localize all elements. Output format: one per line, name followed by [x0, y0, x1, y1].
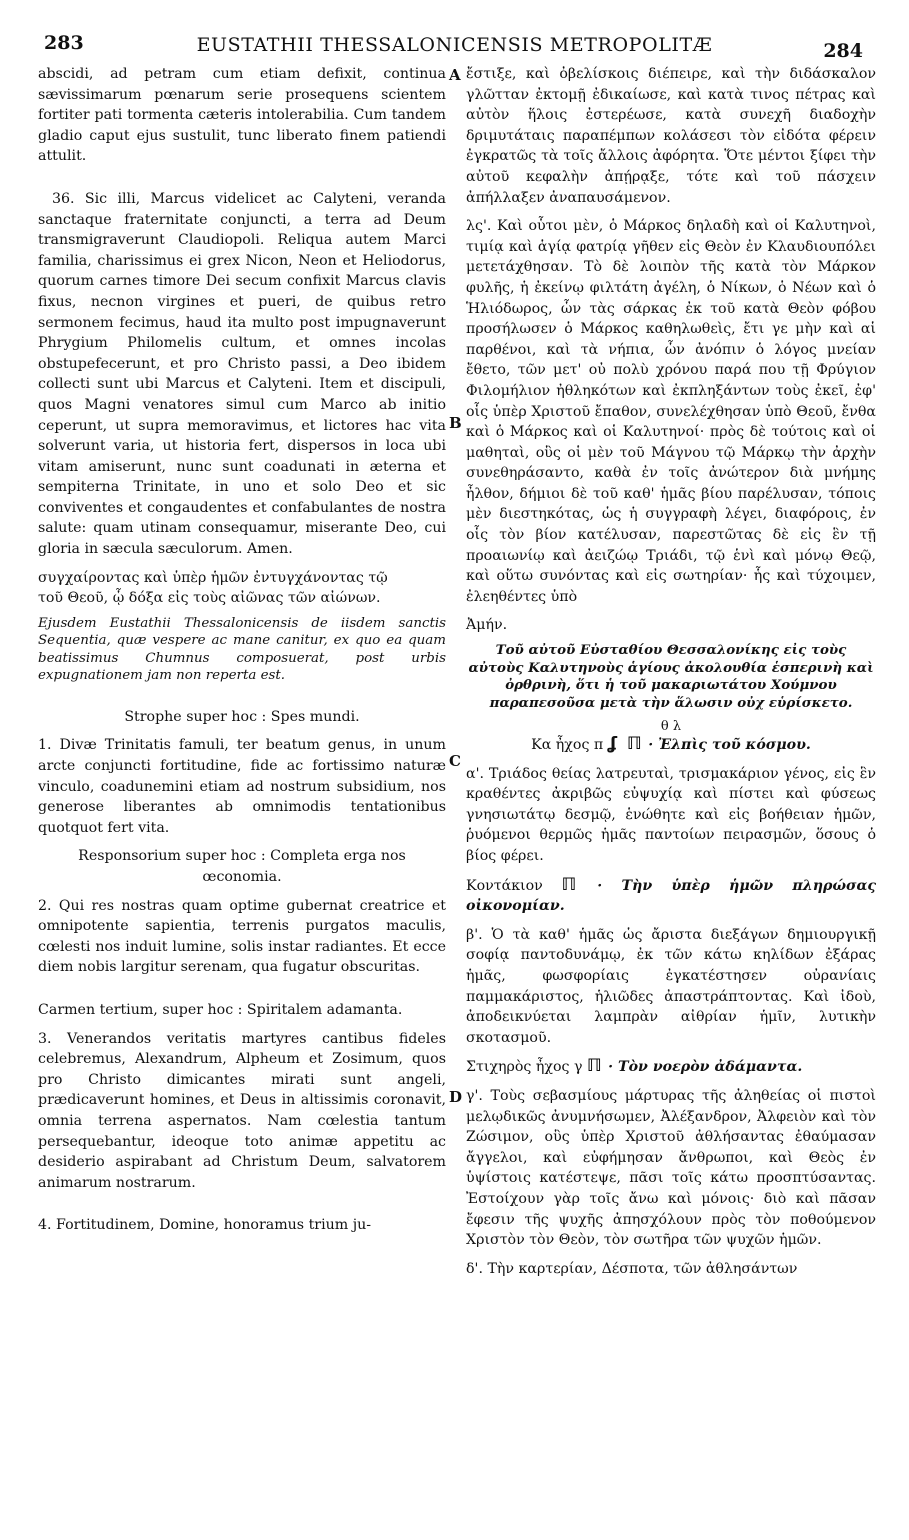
greek-kontakion-line	[466, 875, 876, 917]
latin-greek-tail-2: τοῦ Θεοῦ, ᾧ δόξα εἰς τοὺς αἰῶνας τῶν αἰώνων.	[38, 590, 381, 607]
page-number-right: 284	[823, 40, 863, 62]
greek-strophe-3: γ'. Τοὺς σεβασμίους μάρτυρας τῆς ἀληθείας οἱ πιστοὶ μελῳδικῶς ἀνυμνήσωμεν, Ἀλέξανδρον, Ἀλφειὸν καὶ τὸν Ζώσιμον, οὓς ὑπὲρ Χριστοῦ ἀθλήσαντας ἐθαύμασαν ἄγγελοι, καὶ εὐφήμησαν ἄνθρωποι, καὶ Θεὸς ἐν ὑψίστοις κατέστεψε, πᾶσι τοῖς κάτω προσπτύσαντας. Ἐστοίχουν γὰρ τοῖς ἄνω καὶ μόνοις· διὸ καὶ πᾶσαν ἔφεσιν τῆς ψυχῆς ἀπησχόλουν πρὸς τὸν ποθούμενον Χριστὸν τὸν Θεὸν, τὸν σωτῆρα τῶν ψυχῶν ἡμῶν.	[466, 1087, 876, 1249]
greek-column	[466, 64, 876, 1287]
latin-strophe-3: 3. Venerandos veritatis martyres cantibus fideles celebremus, Alexandrum, Alpheum et Zosimum, quos pro Christo dimicantes mirati sunt angeli, prædicaverunt homines, et Deus in altissimis coronavit, omnia terrena aspernatos. Nam cœlestia tantum persequebantur, ideoque toto animæ appetitu ac desiderio aspirabant ad Christum Deum, salvatorem animarum nostrarum.	[38, 1030, 446, 1191]
latin-paragraph-36: 36. Sic illi, Marcus videlicet ac Calyteni, veranda sanctaque fraternitate conjuncti, a terra ad Deum transmigraverunt Claudiopoli. Reliqua autem Marci familia, charissimus ei grex Nicon, Neon et Heliodorus, quorum carnes timore Dei secum confixit Marcus clavis fixus, necnon virgines et pueri, de quibus retro sermonem fecimus, haud ita multo post impugnaverunt Phrygium Philomelis cultum, et omnes incolas obstupefecerunt, et pro Christo passi, a Deo ibidem collecti sunt ubi Marcus et Calyteni. Item et discipuli, quos Magni venatores simul cum Marco ab initio ceperunt, ut supra memoravimus, et lictores hac vita solverunt varia, ut historia fert, dispersos in loca ubi vitam amiserunt, nunc sunt coadunati in æterna et sempiterna Trinitate, in uno et solo Deo et sic conviventes et congaudentes et confabulantes de nostra salute: quam utinam consequamur, miserante Deo, cui gloria in sæcula sæculorum. Amen.	[38, 190, 446, 558]
greek-amen: Ἀμήν.	[466, 617, 508, 634]
latin-carmen-heading: Carmen tertium, super hoc : Spiritalem adamanta.	[38, 1001, 403, 1018]
latin-sequence-title: Ejusdem Eustathii Thessalonicensis de iisdem sanctis Sequentia, quæ vespere ac mane canitur, ex quo ea quam beatissimus Chumnus composuerat, post urbis expugnationem jam non reperta est.	[38, 615, 446, 684]
musical-neume-icon: ʆ ℿ	[607, 734, 644, 755]
kontakion-label: Κοντάκιον	[466, 877, 543, 894]
greek-paragraph-1: ἔστιξε, καὶ ὀβελίσκοις διέπειρε, καὶ τὴν διδάσκαλον γλῶτταν ἐκτομῇ ἐδικαίωσε, καὶ κατὰ τινος πέτρας καὶ αὐτὸν ἥλοις ἐστερέωσε, κατὰ συνεχῆ διαδοχὴν δριμυτάταις παραπέμπων κολάσεσι τὸν εἰδότα φέρειν ἐγκρατῶς τὰ τοῖς ἄλλοις ἀφόρητα. Ὅτε μέντοι ξίφει τὴν αὐτοῦ κεφαλὴν ἀπῄρᾳξε, τότε καὶ τοῦ πάσχειν ἀπήλλαξεν ἀναπαυσάμενον.	[466, 66, 876, 206]
greek-strophe-2: β'. Ὁ τὰ καθ' ἡμᾶς ὡς ἄριστα διεξάγων δημιουργικῇ σοφίᾳ παντοδυνάμῳ, ἐκ τῶν κάτω κηλίδων ἐξάρας ἡμᾶς, φωσφορίαις ἐγκατέστησεν οὐρανίαις παμμακάριστος, ἡλιῶδες ἀπαστράπτοντας. Καὶ ἰδοὺ, ἀποδεικνύεται λαμπρὰν αἰθρίαν ἡμῖν, λυτικὴν σκοτασμοῦ.	[466, 926, 876, 1046]
margin-letter-c: C	[449, 752, 461, 770]
latin-strophe-1: 1. Divæ Trinitatis famuli, ter beatum genus, in unum arcte conjuncti fortitudine, fide ac fortissimo naturæ vinculo, coadunemini etiam ad nostrum subsidium, nos generose liberantes ab omnimodis tentationibus quotquot fert vita.	[38, 737, 446, 836]
mode-label: Κα ἦχος π	[531, 737, 604, 754]
latin-greek-tail-1: συγχαίροντας καὶ ὑπὲρ ἡμῶν ἐντυγχάνοντας τῷ	[38, 569, 388, 586]
margin-letter-a: A	[449, 66, 461, 84]
greek-strophe-1: α'. Τριάδος θείας λατρευταὶ, τρισμακάριον γένος, εἰς ἓν κραθέντες ἀκριβῶς εὐψυχίᾳ καὶ πίστει καὶ φύσεως γνησιωτάτῳ δεσμῷ, ἑνώθητε καὶ εἰς βοήθειαν ἡμῶν, ῥυόμενοι θερμῶς ἡμᾶς παντοίων πειρασμῶν, ὅσους ὁ βίος φέρει.	[466, 765, 876, 864]
kontakion-title: · Τὴν ὑπὲρ ἡμῶν πληρώσας οἰκονομίαν.	[466, 877, 876, 915]
margin-letter-d: D	[449, 1088, 463, 1106]
greek-mode-line	[466, 734, 876, 756]
sticheron-title: · Τὸν νοερὸν ἀδάμαντα.	[608, 1059, 803, 1076]
neume-superscript: θ λ	[660, 719, 682, 735]
mode-title: · Ἐλπὶς τοῦ κόσμου.	[648, 737, 811, 754]
greek-sticheron-line	[466, 1056, 876, 1078]
latin-strophe-heading: Strophe super hoc : Spes mundi.	[124, 708, 360, 725]
latin-strophe-2: 2. Qui res nostras quam optime gubernat creatrice et omnipotente sapientia, terrenis purgatos maculis, cœlesti nos induit lumine, solis instar radiantes. Et ecce diem nobis largitur serenam, qua fugatur obscuritas.	[38, 897, 446, 976]
latin-paragraph-1: abscidi, ad petram cum etiam defixit, continua sævissimarum pœnarum serie prosequens scientem fortiter pati tormenta cæteris intolerabilia. Cum tandem gladio caput ejus sustulit, tunc liberato finem patiendi attulit.	[38, 66, 446, 165]
sticheron-neume-icon: ℿ	[586, 1056, 604, 1077]
latin-strophe-4: 4. Fortitudinem, Domine, honoramus trium ju-	[38, 1217, 372, 1234]
margin-letter-b: B	[449, 414, 462, 432]
running-header	[30, 28, 879, 64]
latin-column	[38, 64, 446, 1244]
greek-sequence-title: Τοῦ αὐτοῦ Εὐσταθίου Θεσσαλονίκης εἰς τοὺς αὐτοὺς Καλυτηνοὺς ἁγίους ἀκολουθία ἑσπερινὴ καὶ ὀρθρινὴ, ὅτι ἡ τοῦ μακαριωτάτου Χούμνου παραπεσοῦσα μετὰ τὴν ἅλωσιν οὐχ εὑρίσκετο.	[468, 642, 874, 711]
running-title: EUSTATHII THESSALONICENSIS METROPOLITÆ	[196, 34, 713, 56]
page-number-left: 283	[44, 32, 84, 54]
greek-paragraph-36: λς'. Καὶ οὗτοι μὲν, ὁ Μάρκος δηλαδὴ καὶ οἱ Καλυτηνοὶ, τιμίᾳ καὶ ἁγίᾳ φατρίᾳ γῆθεν εἰς Θεὸν ἐν Κλαυδιουπόλει μετετάχθησαν. Τὸ δὲ λοιπὸν τῆς κατὰ τὸν Μάρκον φυλῆς, ἡ ἐκείνῳ φιλτάτη ἀγέλη, ὁ Νίκων, ὁ Νέων καὶ ὁ Ἡλιόδωρος, ὧν τὰς σάρκας ἐκ τοῦ κατὰ Θεὸν φόβου προσήλωσεν ὁ Μάρκος καθηλωθεὶς, ἔτι γε μὴν καὶ αἱ παρθένοι, καὶ τὰ νήπια, ὧν ἀνόπιν ὁ λόγος μνείαν ἔθετο, τῶν μετ' οὐ πολὺ χρόνου παρά που τῇ Φρύγιον Φιλομήλιον ἠθληκότων καὶ ἐκπληξάντων τοὺς ἐκεῖ, ἐφ' οἷς ὑπὲρ Χριστοῦ ἔπαθον, συνελέχθησαν ὑπὸ Θεοῦ, ἔνθα καὶ ὁ Μάρκος καὶ οἱ Καλυτηνοί· πρὸς δὲ τούτοις καὶ οἱ μαθηταὶ, οὓς οἱ μὲν τοῦ Μάγνου τῷ Μάρκῳ τὴν ἀρχὴν συνεθηράσαντο, καθὰ ἐν τοῖς ἀνώτερον διὰ μνήμης ἦλθον, δήμιοι δὲ τοῦ καθ' ἡμᾶς βίου παρέλυσαν, τόποις μὲν διεστηκότας, ὡς ἡ συγγραφὴ λέγει, διαφόροις, ἐν οἷς τὸν βίον κατέλυσαν, παρεστῶτας δὲ εἰς ἓν τῇ προαιωνίῳ καὶ ἀειζώῳ Τριάδι, τῷ ἑνὶ καὶ μόνῳ Θεῷ, καὶ οὕτω συνόντας καὶ εἰς σωτηρίαν· ἧς καὶ τύχοιμεν, ἐλεηθέντες ὑπὸ	[466, 218, 876, 605]
kontakion-neume-icon: ℿ	[561, 874, 579, 895]
sticheron-label: Στιχηρὸς ἦχος γ	[466, 1059, 583, 1076]
greek-strophe-4: δ'. Τὴν καρτερίαν, Δέσποτα, τῶν ἀθλησάντων	[466, 1260, 798, 1277]
latin-responsorium-heading: Responsorium super hoc : Completa erga nos œconomia.	[78, 848, 406, 885]
